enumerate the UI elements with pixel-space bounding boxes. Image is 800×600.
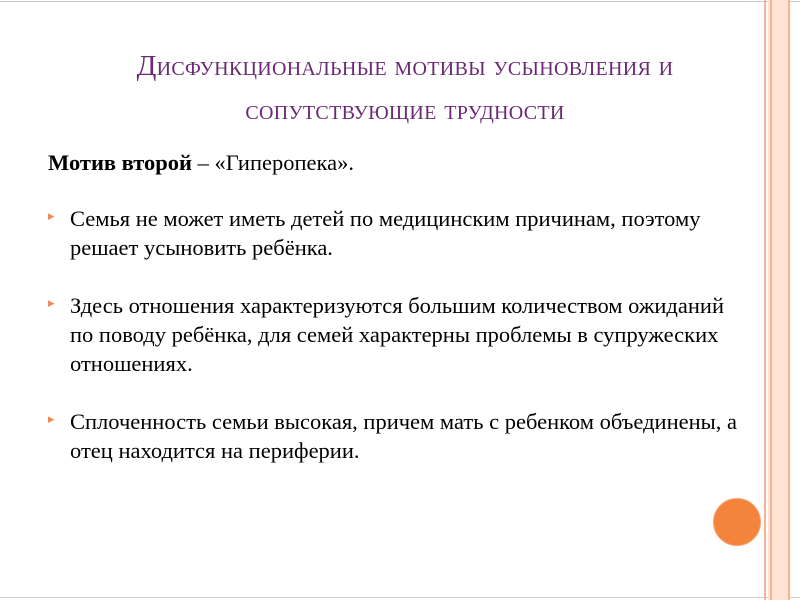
bullet-text: Здесь отношения характеризуются большим количеством ожиданий по поводу ребёнка, для семей характерны проблемы в супружеских отношениях. (70, 293, 724, 376)
list-item (48, 204, 748, 262)
side-decoration-line (770, 0, 772, 600)
list-item (48, 291, 748, 378)
slide-title: Дисфункциональные мотивы усыновления и сопутствующие трудности (136, 50, 674, 126)
triangle-bullet-icon: ▸ (48, 412, 55, 427)
side-decoration-line (788, 0, 790, 600)
side-decoration-line (764, 0, 766, 600)
top-divider (0, 1, 800, 2)
triangle-bullet-icon: ▸ (48, 209, 55, 224)
list-item (48, 407, 748, 465)
motive-label: Мотив второй (48, 150, 193, 175)
motive-name: – «Гиперопека». (192, 150, 354, 175)
slide-body (48, 148, 748, 494)
bullet-text: Сплоченность семьи высокая, причем мать с ребенком объединены, а отец находится на периферии. (70, 409, 737, 463)
bullet-text: Семья не может иметь детей по медицинским причинам, поэтому решает усыновить ребёнка. (70, 206, 701, 260)
decorative-circle (713, 498, 761, 546)
motive-heading (48, 148, 748, 177)
bottom-divider (0, 597, 800, 598)
triangle-bullet-icon: ▸ (48, 296, 55, 311)
